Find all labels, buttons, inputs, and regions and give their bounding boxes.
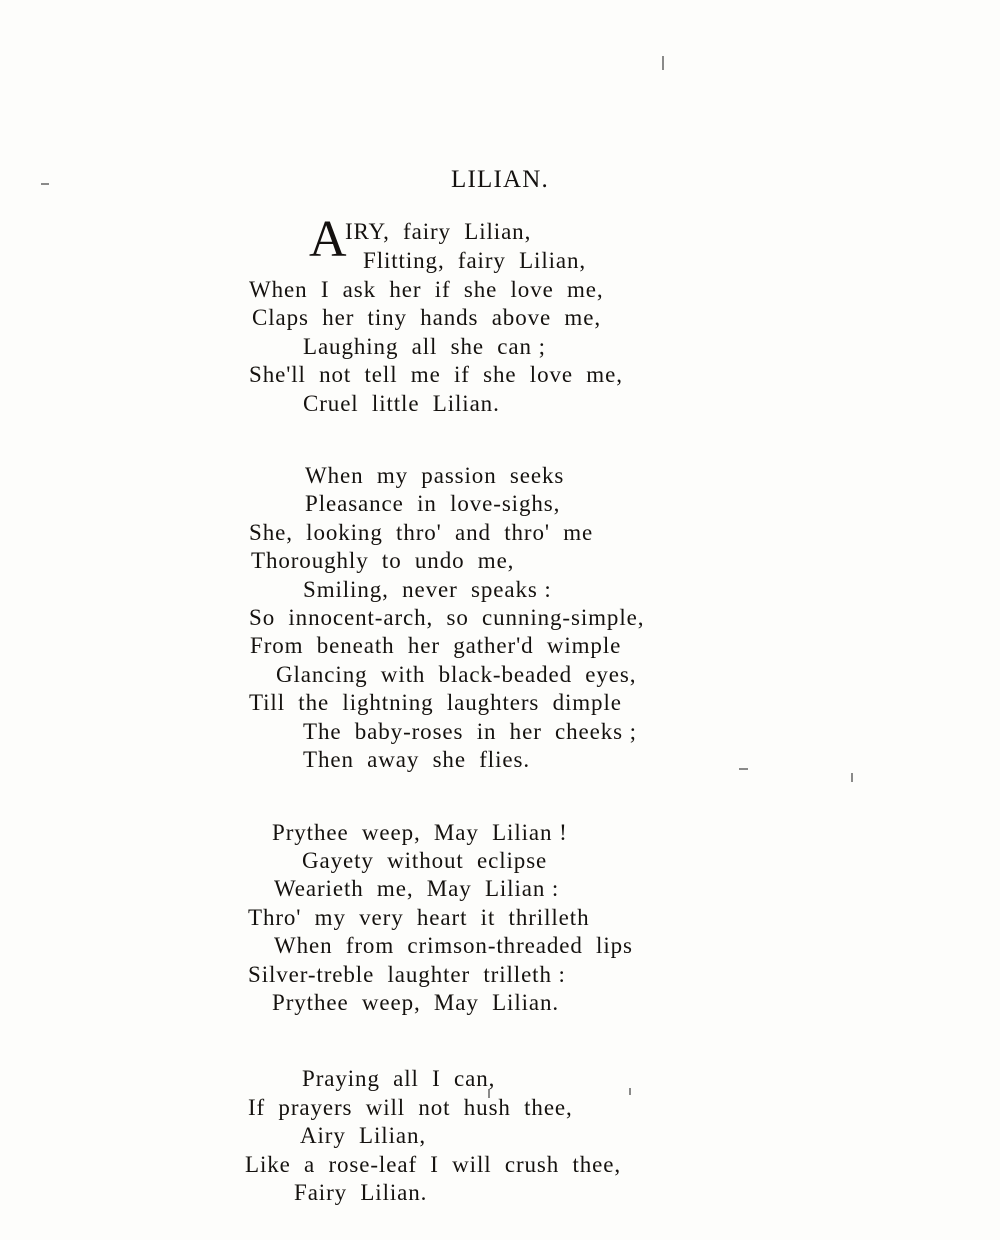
poem-line-text: Fairy Lilian. (294, 1179, 428, 1205)
poem-line (0, 1151, 1000, 1179)
poem-line (0, 462, 1000, 490)
poem-line-text: She'll not tell me if she love me, (249, 362, 623, 388)
poem-line (0, 1065, 1000, 1093)
poem-line (0, 718, 1000, 746)
poem-line (0, 490, 1000, 518)
poem-line (0, 661, 1000, 689)
drop-capital: A (309, 211, 348, 268)
poem-line (0, 819, 1000, 847)
stanza (0, 462, 1000, 774)
poem-line (0, 247, 1000, 276)
poem-line-text: She, looking thro' and thro' me (249, 519, 594, 545)
poem-line (0, 333, 1000, 361)
poem-line-text: When my passion seeks (305, 463, 565, 489)
poem-body (0, 211, 1000, 1207)
poem-line-text: Cruel little Lilian. (303, 390, 500, 416)
stanza (0, 819, 1000, 1018)
poem-line-text: Praying all I can, (302, 1066, 496, 1092)
poem-line-text: Pleasance in love-sighs, (305, 491, 561, 517)
stanza (0, 211, 1000, 418)
poem-line (0, 361, 1000, 389)
poem-line-text: Then away she flies. (303, 747, 530, 773)
poem-line-text: Gayety without eclipse (302, 847, 548, 873)
poem-line (0, 519, 1000, 547)
poem-line-text: Claps her tiny hands above me, (252, 305, 601, 331)
poem-line-text: Prythee weep, May Lilian. (272, 989, 560, 1015)
poem-line (0, 304, 1000, 332)
poem-line-text: Laughing all she can ; (303, 333, 546, 359)
poem-line-text: Smiling, never speaks : (303, 576, 552, 602)
poem-line-text: Till the lightning laughters dimple (249, 690, 622, 716)
poem-line (0, 276, 1000, 304)
poem-line (0, 904, 1000, 932)
poem-line-text: The baby-roses in her cheeks ; (303, 718, 637, 744)
poem-line (0, 875, 1000, 903)
poem-line (0, 1094, 1000, 1122)
print-speck (662, 56, 664, 70)
page-title: LILIAN. (451, 166, 549, 193)
poem-line-text: Flitting, fairy Lilian, (363, 248, 587, 273)
poem-line (0, 746, 1000, 774)
poem-line-text: So innocent-arch, so cunning-simple, (249, 605, 645, 631)
poem-line (0, 604, 1000, 632)
poem-line (0, 547, 1000, 575)
poem-line-text: From beneath her gather'd wimple (250, 633, 622, 659)
poem-line (0, 1179, 1000, 1207)
poem-line (0, 632, 1000, 660)
poem-line-text: Like a rose-leaf I will crush thee, (245, 1151, 622, 1177)
poem-line (0, 576, 1000, 604)
poem-line (0, 1122, 1000, 1150)
poem-line-text: Silver-treble laughter trilleth : (248, 961, 566, 987)
poem-line-text: When from crimson-threaded lips (274, 933, 633, 959)
poem-line (0, 932, 1000, 960)
poem-line (0, 961, 1000, 989)
poem-line (0, 689, 1000, 717)
poem-line-text: Prythee weep, May Lilian ! (272, 819, 568, 845)
poem-line-text: Thoroughly to undo me, (251, 548, 515, 574)
poem-line-text: Airy Lilian, (300, 1123, 427, 1149)
poem-line-text: Glancing with black-beaded eyes, (276, 661, 637, 687)
stanza (0, 1065, 1000, 1207)
poem-line-text: When I ask her if she love me, (249, 277, 604, 302)
poem-line (0, 847, 1000, 875)
poem-line (0, 989, 1000, 1017)
poem-line-text: Thro' my very heart it thrilleth (248, 904, 590, 930)
poem-line-text: Wearieth me, May Lilian : (274, 876, 560, 902)
poem-line-text: IRY, fairy Lilian, (345, 219, 532, 244)
poem-line (0, 390, 1000, 418)
poem-line-text: If prayers will not hush thee, (248, 1094, 573, 1120)
